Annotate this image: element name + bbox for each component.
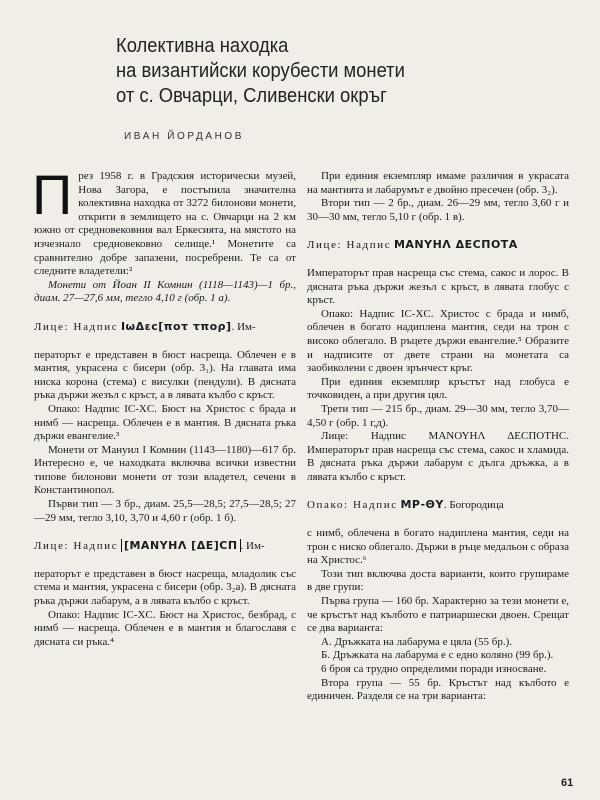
paragraph: Опако: Надпис IC-XC. Бюст на Христос с брада и нимб — насреща. Облечен е в мантия. В дясната ръка държи евангелие.³ [34, 402, 296, 443]
intro-text: рез 1958 г. в Градския исторически музей, Нова Загора, е постъпила значителна колективна находка от 3272 билонови монети, открити в землището на с. Овчарци на 2 км южно от средновековния вал Еркесията, на мястото на изчезнало средновековно селище.¹ Монетите са сравнително добре запазени, посребрени. Те са от следните владетели:² [34, 170, 296, 278]
second-type: Втори тип — 2 бр., диам. 26—29 мм, тегло 3,60 г и 30—30 мм, тегло 5,10 г (обр. 1 в). [307, 197, 569, 223]
legend-label: Лице: Надпис [34, 320, 119, 333]
legend-inscription: ΜΡ-ΘΥ [400, 498, 444, 512]
first-group: Първа група — 160 бр. Характерно за тези монети е, че кръстът над кълбото е патриаршески двоен. Срещат се два варианта: [307, 595, 569, 635]
obverse-legend-2 [34, 539, 296, 554]
legend-inscription: IωΔεc[ποτ τπορ] [120, 319, 232, 333]
title-line-2: на византийски корубести монети [116, 60, 405, 82]
legend-after: . Богородица [443, 499, 504, 512]
paragraph: При единия екземпляр кръстът над глобуса е точковиден, а при другия цял. [307, 375, 569, 402]
obverse-legend-3 [307, 238, 569, 253]
drop-cap: П [32, 163, 73, 226]
title-line-1: Колективна находка [116, 35, 289, 57]
legend-inscription: [ΜΑΝΥΗΛ [ΔΕ]CΠ [121, 539, 241, 552]
first-type: Първи тип — 3 бр., диам. 25,5—28,5; 27,5—28,5; 27—29 мм, тегло 3,10, 3,70 и 4,60 г (обр. 1 б). [34, 498, 296, 524]
page-number: 61 [561, 777, 574, 789]
third-type: Трети тип — 215 бр., диам. 29—30 мм, тегло 3,70—4,50 г (обр. 1 г,д). [307, 402, 569, 429]
legend-label: Опако: Надпис [307, 499, 398, 512]
obverse-legend-1 [34, 320, 296, 335]
variant-a: А. Дръжката на лабарума е цяла (55 бр.). [321, 635, 513, 648]
paragraph: Опако: Надпис IC-XC. Бюст на Христос, безбрад, с нимб — насреща. Облечен е в мантия и благославя с дясната си ръка.⁴ [34, 608, 296, 648]
legend-label: Лице: Надпис [307, 239, 392, 252]
paragraph: Лице: Надпис ΜΑΝΟΥΗΛ ΔΕCΠΟΤΗC. Императорът прав насреща със стема, сакос и хламида. В дясната ръка държи лабарум с дълга дръжка, а в лявата кълбо с кръст. [307, 430, 569, 483]
legend-after: . Им- [240, 540, 265, 553]
title-line-3: от с. Овчарци, Сливенски окръг [116, 85, 387, 107]
right-column [307, 170, 569, 704]
intro-paragraph [32, 163, 296, 279]
legend-after: . Им- [231, 320, 256, 333]
left-column [32, 163, 296, 649]
paragraph: Този тип включва доста варианти, които групираме в две групи: [307, 567, 569, 594]
article-title [116, 34, 548, 109]
paragraph: Опако: Надпис IC-XC. Христос с брада и нимб, облечен в богато надиплена мантия, седи на трон с високо облегало. В ръцете държи евангелие.⁵ Образите и надписите от двете страни на монетата са заобиколени с двоен зрънчест кръг. [307, 307, 569, 375]
paragraph: При единия екземпляр имаме различия в украсата на мантията и лабарумът е двойно пресечен (обр. 3₂). [307, 170, 569, 196]
author-name: ИВАН ЙОРДАНОВ [124, 131, 245, 142]
manuel-i-coins: Монети от Мануил I Комнин (1143—1180)—617 бр. Интересно е, че находката включва всички известни типове билонови монети от този владетел, сечени в Константинопол. [34, 443, 296, 497]
john-ii-coins: Монети от Йоан II Комнин (1118—1143)—1 бр., диам. 27—27,6 мм, тегло 4,10 г (обр. 1 а). [34, 278, 296, 305]
paragraph: с нимб, облечена в богато надиплена мантия, седи на трон с ниско облегало. Държи в ръце медальон с образа на Христос.⁶ [307, 527, 569, 567]
legend-label: Лице: Надпис [34, 540, 119, 553]
paragraph: 6 броя са трудно определими поради износване. [321, 663, 547, 675]
variant-b: Б. Дръжката на лабарума е с едно коляно (99 бр.). [321, 649, 554, 662]
paragraph: ператорът е представен в бюст насреща, младолик със стема и мантия, украсена с бисери (обр. 3₂а). В дясната ръка държи лабарум, а в лявата кълбо с кръст. [34, 567, 296, 608]
paragraph: Императорът прав насреща със стема, сакос и лорос. В дясната ръка държи жезъл с кръст, в лявата глобус с кръст. [307, 266, 569, 307]
second-group: Втора група — 55 бр. Кръстът над кълбото е единичен. Разделя се на три варианта: [307, 676, 569, 703]
legend-inscription: ΜΑΝΥΗΛ ΔΕCΠΟΤΑ [393, 238, 518, 252]
reverse-legend [307, 498, 569, 513]
paragraph: ператорът е представен в бюст насреща. Облечен е в мантия, украсена с бисери (обр. 3₁). На главата има ниска корона (стема) с висулки (пендули). В дясната ръка държи жезъл с кръст, а в лявата кълбо с кръст. [34, 348, 296, 402]
